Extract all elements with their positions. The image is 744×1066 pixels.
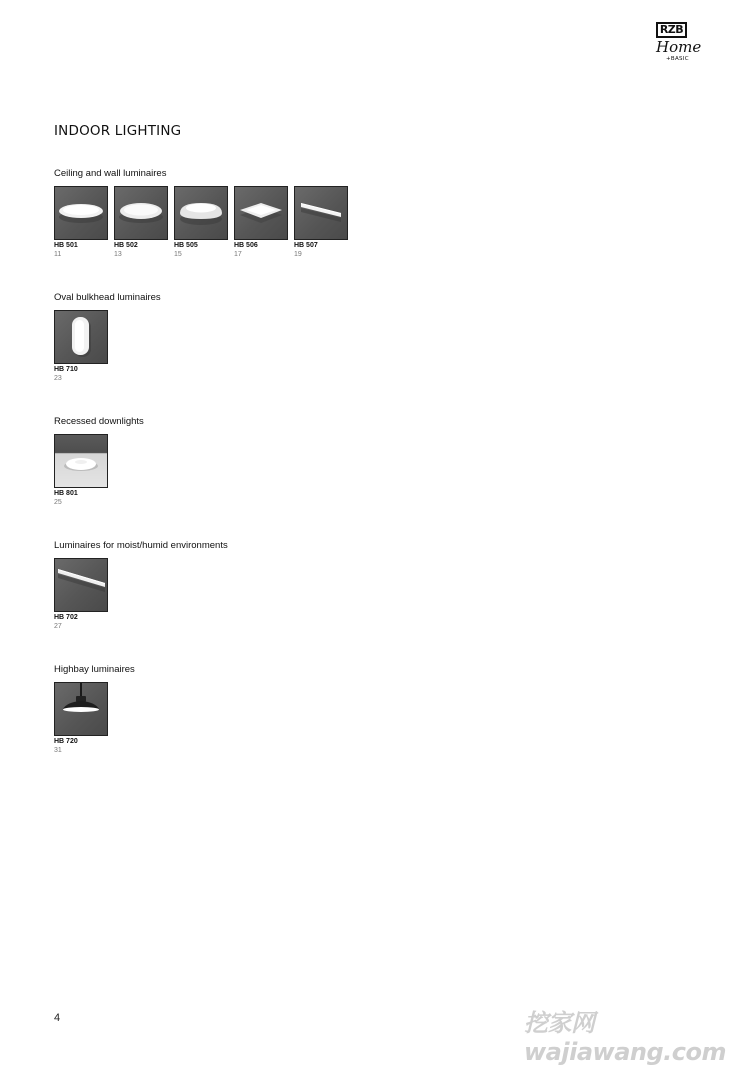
product-code: HB 505 — [174, 242, 198, 249]
section-title: Oval bulkhead luminaires — [54, 292, 161, 303]
product-page: 31 — [54, 747, 62, 754]
product-page: 17 — [234, 251, 242, 258]
product-item[interactable] — [114, 186, 168, 259]
product-code: HB 502 — [114, 242, 138, 249]
section-title: Ceiling and wall luminaires — [54, 168, 167, 179]
product-item[interactable] — [54, 558, 108, 631]
product-page: 13 — [114, 251, 122, 258]
section-title: Highbay luminaires — [54, 664, 135, 675]
product-code: HB 801 — [54, 490, 78, 497]
product-code: HB 720 — [54, 738, 78, 745]
page-title: INDOOR LIGHTING — [54, 123, 182, 139]
product-item[interactable] — [294, 186, 348, 259]
product-code: HB 702 — [54, 614, 78, 621]
product-page: 23 — [54, 375, 62, 382]
section-title: Luminaires for moist/humid environments — [54, 540, 228, 551]
product-item[interactable] — [54, 682, 108, 755]
page-number: 4 — [54, 1012, 61, 1024]
section-recessed-downlights — [54, 416, 144, 506]
round-domed-luminaire-icon — [174, 186, 228, 240]
product-item[interactable] — [234, 186, 288, 259]
product-code: HB 507 — [294, 242, 318, 249]
product-item[interactable] — [54, 310, 108, 383]
oval-bulkhead-icon — [54, 310, 108, 364]
product-code: HB 710 — [54, 366, 78, 373]
product-item[interactable] — [174, 186, 228, 259]
product-item[interactable] — [54, 434, 108, 507]
product-item[interactable] — [54, 186, 108, 259]
product-code: HB 501 — [54, 242, 78, 249]
square-luminaire-icon — [234, 186, 288, 240]
product-page: 25 — [54, 499, 62, 506]
product-page: 11 — [54, 251, 62, 258]
logo-wordmark: RZB — [656, 22, 687, 38]
section-title: Recessed downlights — [54, 416, 144, 427]
section-moist-humid — [54, 540, 228, 630]
moisture-proof-batten-icon — [54, 558, 108, 612]
section-highbay — [54, 664, 135, 754]
logo-subtitle: +BASIC — [666, 56, 689, 62]
product-page: 27 — [54, 623, 62, 630]
product-page: 15 — [174, 251, 182, 258]
highbay-luminaire-icon — [54, 682, 108, 736]
section-oval-bulkhead — [54, 292, 161, 382]
recessed-downlight-icon — [54, 434, 108, 488]
product-code: HB 506 — [234, 242, 258, 249]
watermark: 挖家网 wajiawang.com — [524, 1009, 726, 1066]
product-page: 19 — [294, 251, 302, 258]
round-flat-luminaire-icon — [54, 186, 108, 240]
section-ceiling-wall — [54, 168, 318, 258]
brand-logo — [652, 20, 702, 66]
logo-script: Home — [656, 38, 702, 56]
round-flat-luminaire-icon — [114, 186, 168, 240]
linear-wall-luminaire-icon — [294, 186, 348, 240]
